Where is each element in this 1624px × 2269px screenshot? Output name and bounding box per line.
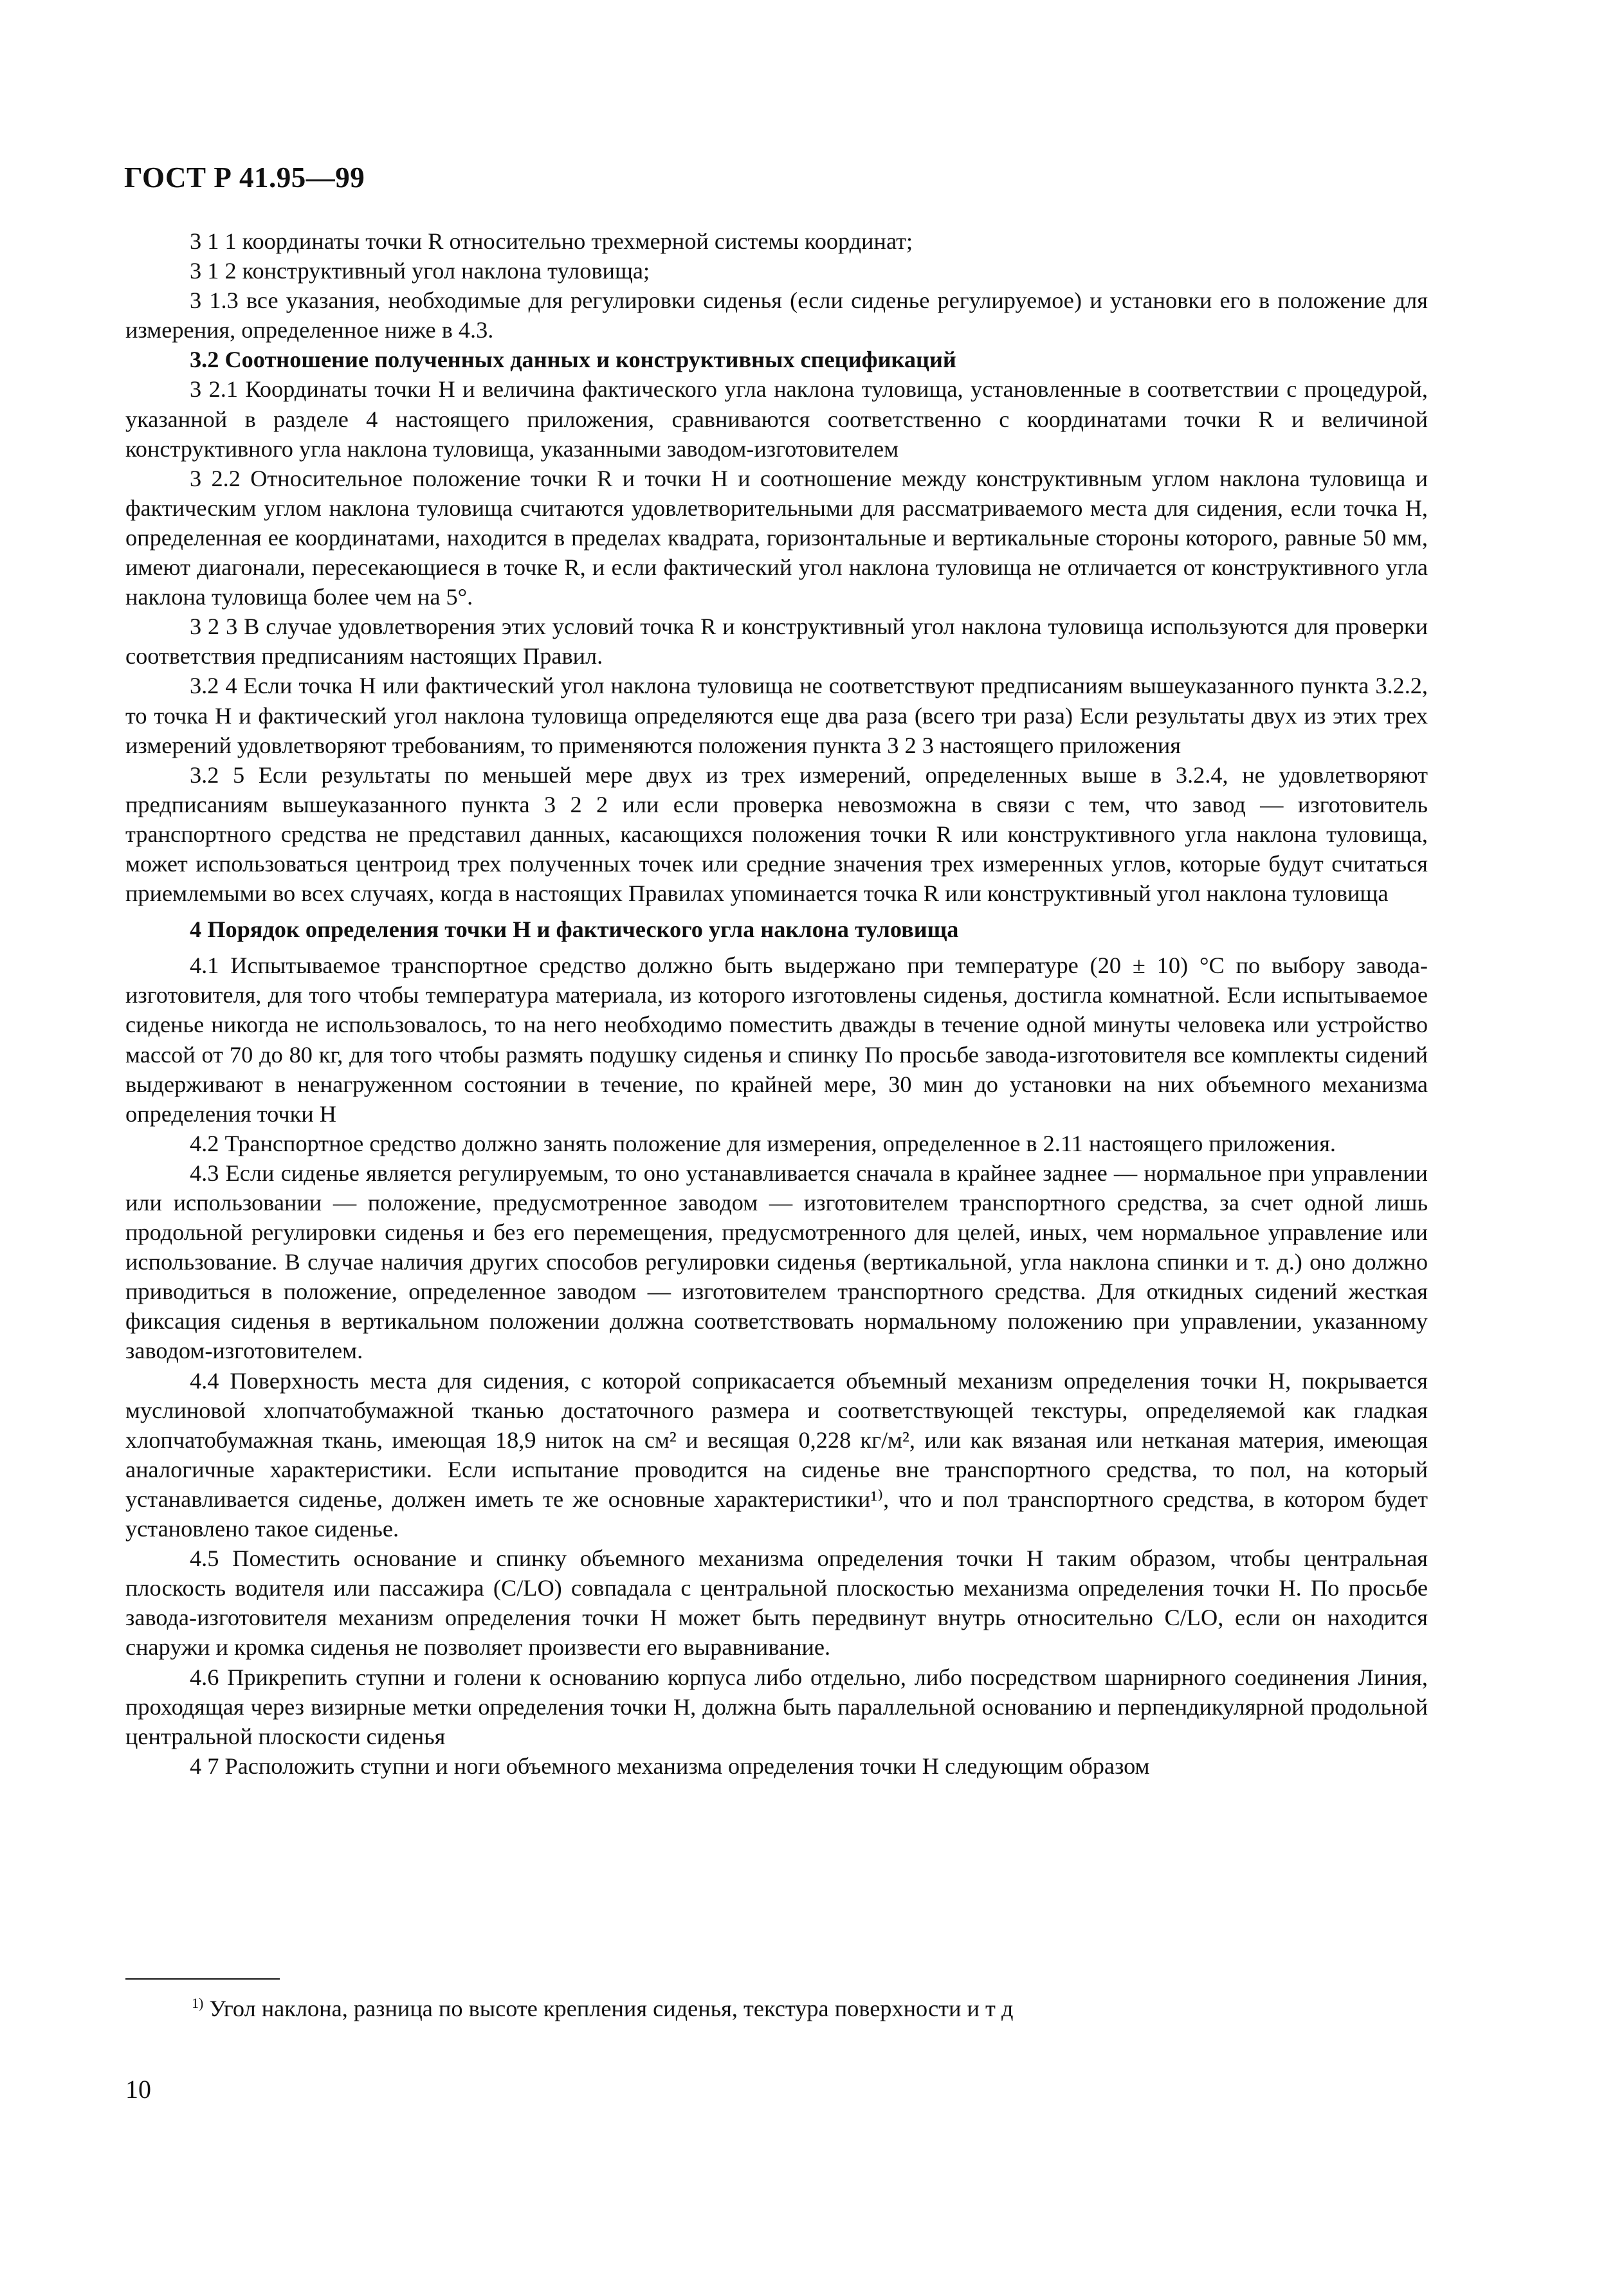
page-number: 10 [125,2075,151,2104]
paragraph-3-2-5: 3.2 5 Если результаты по меньшей мере двух из трех измерений, определенных выше в 3.2.4, не удовлетворяют предписаниям вышеуказанного пункта 3 2 2 или если проверка невозможна в связи с тем, что завод — изготовитель транспортного средства не представил данных, касающихся положения точки R или конструктивного угла наклона туловища, может использоваться центроид трех полученных точек или средние значения трех измеренных углов, которые будут считаться приемлемыми во всех случаях, когда в настоящих Правилах упоминается точка R или конструктивный угол наклона туловища [125,761,1428,907]
paragraph-3-2-1: 3 2.1 Координаты точки H и величина фактического угла наклона туловища, установленные в соответствии с процедурой, указанной в разделе 4 настоящего приложения, сравниваются соответственно с координатами точки R и величиной конструктивного угла наклона туловища, указанными заводом-изготовителем [125,376,1428,462]
footnote [192,1989,1013,2023]
paragraph-4-7: 4 7 Расположить ступни и ноги объемного механизма определения точки H следующим образом [190,1753,1150,1779]
paragraph-4-4: 4.4 Поверхность места для сидения, с которой соприкасается объемный механизм определения точки H, покрывается муслиновой хлопчатобумажной тканью достаточного размера и соответствующей текстуры, определяемой как гладкая хлопчатобумажная ткань, имеющая 18,9 ниток на см² и весящая 0,228 кг/м², или как вязаная или нетканая материя, имеющая аналогичные характеристики. Если испытание проводится на сиденье вне транспортного средства, то пол, на который устанавливается сиденье, должен иметь те же основные характеристики¹⁾, что и пол транспортного средства, в котором будет установлено такое сиденье. [125,1367,1428,1542]
section-heading-3-2: 3.2 Соотношение полученных данных и конструктивных спецификаций [190,347,956,373]
paragraph-4-6: 4.6 Прикрепить ступни и голени к основанию корпуса либо отдельно, либо посредством шарнирного соединения Линия, проходящая через визирные метки определения точки H, должна быть параллельной основанию и перпендикулярной продольной центральной плоскости сиденья [125,1664,1428,1749]
paragraph-3-2-4: 3.2 4 Если точка H или фактический угол наклона туловища не соответствуют предписаниям вышеуказанного пункта 3.2.2, то точка H и фактический угол наклона туловища определяются еще два раза (всего три раза) Если результаты двух из этих трех измерений удовлетворяют требованиям, то применяются положения пункта 3 2 3 настоящего приложения [125,673,1428,758]
footnote-text: Угол наклона, разница по высоте крепления сиденья, текстура поверхности и т д [209,1996,1014,2022]
paragraph-3-2-3: 3 2 3 В случае удовлетворения этих условий точка R и конструктивный угол наклона туловища используются для проверки соответствия предписаниям настоящих Правил. [125,614,1428,670]
paragraph-3-2-2: 3 2.2 Относительное положение точки R и точки H и соотношение между конструктивным углом наклона туловища и фактическим углом наклона туловища считаются удовлетворительными для рассматриваемого места для сидения, если точка H, определенная ее координатами, находится в пределах квадрата, горизонтальные и вертикальные стороны которого, равные 50 мм, имеют диагонали, пересекающиеся в точке R, и если фактический угол наклона туловища не отличается от конструктивного угла наклона туловища более чем на 5°. [125,465,1428,610]
paragraph-3-1-2: 3 1 2 конструктивный угол наклона туловища; [190,258,650,284]
paragraph-4-2: 4.2 Транспортное средство должно занять положение для измерения, определенное в 2.11 настоящего приложения. [190,1130,1337,1156]
section-heading-4: 4 Порядок определения точки H и фактического угла наклона туловища [190,916,959,943]
paragraph-4-5: 4.5 Поместить основание и спинку объемного механизма определения точки H таким образом, чтобы центральная плоскость водителя или пассажира (C/LO) совпадала с центральной плоскостью механизма определения точки H. По просьбе завода-изготовителя механизм определения точки H может быть передвинут внутрь относительно C/LO, если он находится снаружи и кромка сиденья не позволяет произвести его выравнивание. [125,1545,1428,1661]
paragraph-3-1-3: 3 1.3 все указания, необходимые для регулировки сиденья (если сиденье регулируемое) и установки его в положение для измерения, определенное ниже в 4.3. [125,287,1428,343]
footnote-marker: 1) [192,1995,204,2011]
paragraph-4-1: 4.1 Испытываемое транспортное средство должно быть выдержано при температуре (20 ± 10) °С по выбору завода-изготовителя, для того чтобы температура материала, из которого изготовлены сиденья, достигла комнатной. Если испытываемое сиденье никогда не использовалось, то на него необходимо поместить дважды в течение одной минуты человека или устройство массой от 70 до 80 кг, для того чтобы размять подушку сиденья и спинку По просьбе завода-изготовителя все комплекты сидений выдерживают в ненагруженном состоянии в течение, по крайней мере, 30 мин до установки на них объемного механизма определения точки H [125,952,1428,1127]
document-header: ГОСТ Р 41.95—99 [124,161,365,194]
paragraph-3-1-1: 3 1 1 координаты точки R относительно трехмерной системы координат; [190,228,913,254]
paragraph-4-3: 4.3 Если сиденье является регулируемым, то оно устанавливается сначала в крайнее заднее — нормальное при управлении или использовании — положение, предусмотренное заводом — изготовителем транспортного средства, за счет одной лишь продольной регулировки сиденья и без его перемещения, предусмотренного для целей, иных, чем нормальное управление или использование. В случае наличия других способов регулировки сиденья (вертикальной, угла наклона спинки и т. д.) оно должно приводиться в положение, определенное заводом — изготовителем транспортного средства. Для откидных сидений жесткая фиксация сиденья в вертикальном положении должна соответствовать нормальному положению при управлении, указанному заводом-изготовителем. [125,1160,1428,1364]
document-body [125,226,1428,1781]
footnote-separator [125,1978,280,1980]
